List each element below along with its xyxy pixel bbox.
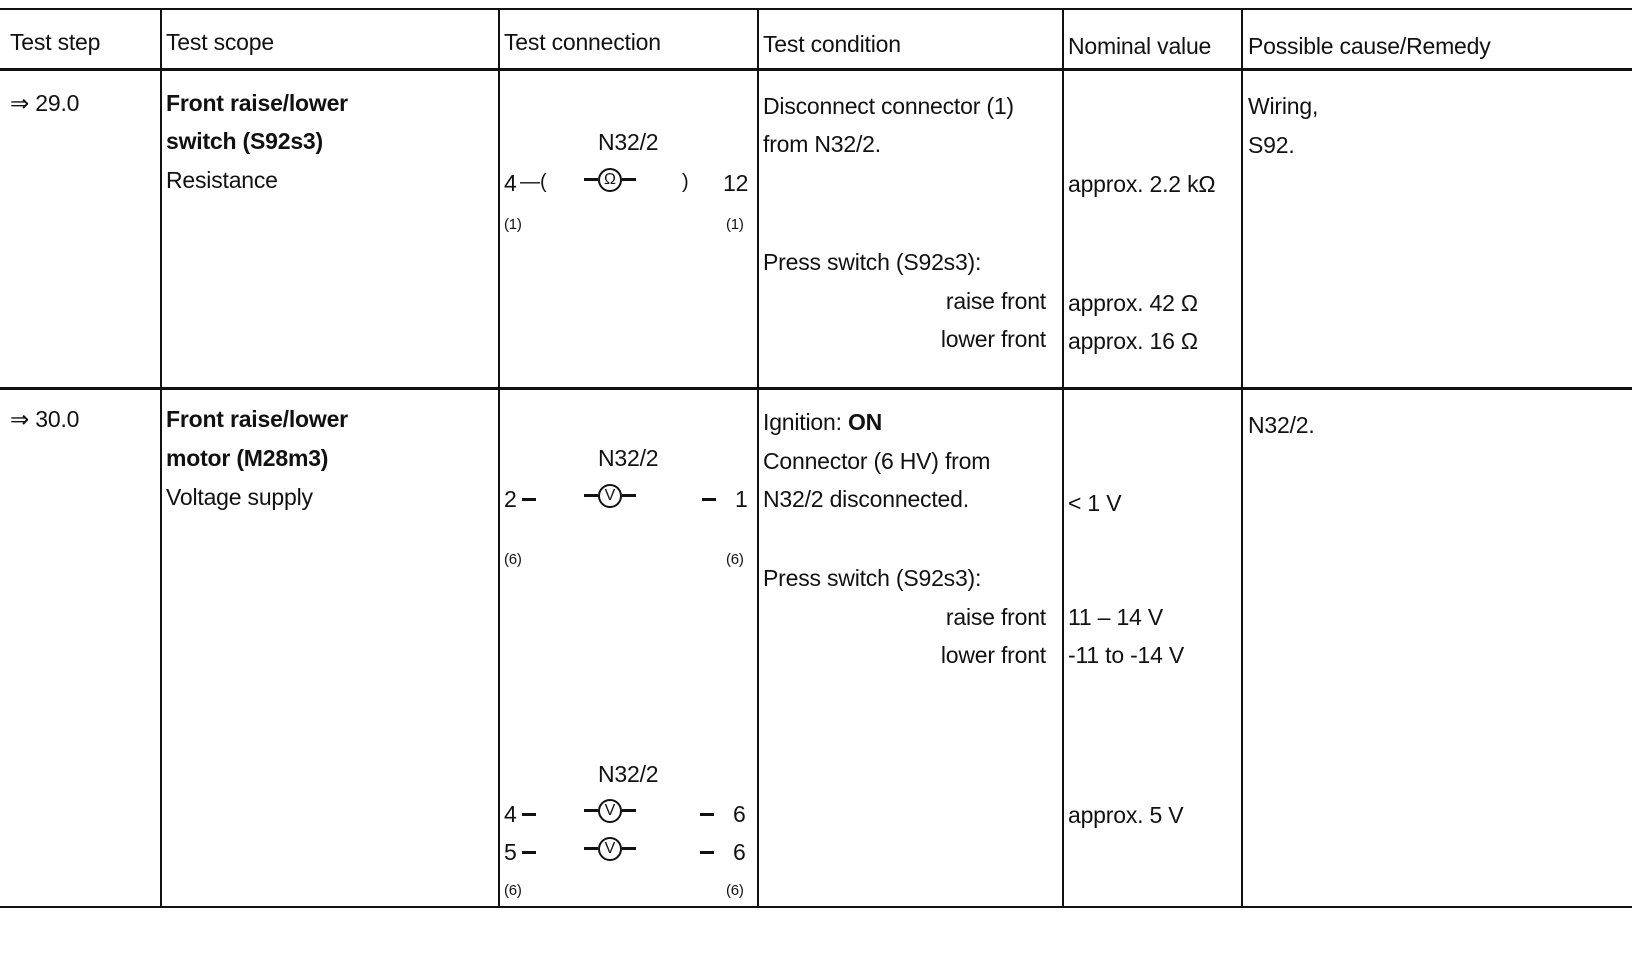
pin-lead-left <box>522 840 536 864</box>
test-condition-text: Connector (6 HV) from <box>763 448 991 474</box>
test-condition-text <box>763 407 882 437</box>
possible-cause: N32/2. <box>1248 412 1315 438</box>
pin-lead-right <box>700 802 714 826</box>
nominal-value: 11 – 14 V <box>1068 604 1163 630</box>
right-connector-id: (1) <box>726 216 744 233</box>
ignition-state: ON <box>847 409 883 435</box>
right-connector-id: (6) <box>726 882 744 899</box>
table-top-rule <box>0 8 1632 10</box>
left-pin: 4 <box>504 170 517 196</box>
nominal-value: approx. 2.2 kΩ <box>1068 171 1216 197</box>
unit-label: N32/2 <box>598 761 659 787</box>
test-scope-subtitle: Voltage supply <box>166 484 313 510</box>
right-pin: 6 <box>733 839 746 865</box>
nominal-value: < 1 V <box>1068 490 1122 516</box>
right-connector-id: (6) <box>726 551 744 568</box>
lead-dash <box>584 809 598 812</box>
right-pin: 1 <box>735 486 748 512</box>
ignition-label: Ignition: <box>763 409 842 435</box>
voltmeter-symbol <box>584 798 636 823</box>
lead-dash <box>584 494 598 497</box>
voltmeter-symbol <box>584 483 636 508</box>
test-step-number: ⇒ 30.0 <box>10 406 80 432</box>
pin-connector-right: ) <box>682 171 689 193</box>
pin-connector-left: —( <box>520 171 547 193</box>
header-test-scope: Test scope <box>166 29 274 55</box>
nominal-value: -11 to -14 V <box>1068 642 1185 668</box>
unit-label: N32/2 <box>598 129 659 155</box>
pin-lead-right <box>700 840 714 864</box>
header-nominal-value: Nominal value <box>1068 33 1212 59</box>
lead-dash <box>522 498 536 501</box>
test-scope-title: motor (M28m3) <box>166 445 329 471</box>
pin-lead-left <box>522 487 536 511</box>
left-pin: 4 <box>504 801 517 827</box>
ohmmeter-symbol <box>584 167 636 192</box>
nominal-value: approx. 16 Ω <box>1068 328 1198 354</box>
unit-label: N32/2 <box>598 445 659 471</box>
header-bottom-rule <box>0 68 1632 71</box>
left-pin: 2 <box>504 486 517 512</box>
test-condition-text: Press switch (S92s3): <box>763 249 982 275</box>
lead-dash <box>702 498 716 501</box>
nominal-value: approx. 5 V <box>1068 802 1184 828</box>
test-step-number: ⇒ 29.0 <box>10 90 80 116</box>
column-divider <box>160 8 162 908</box>
lead-dash <box>584 847 598 850</box>
lead-dash <box>700 813 714 816</box>
lead-dash <box>622 494 636 497</box>
test-condition-text: N32/2 disconnected. <box>763 486 969 512</box>
nominal-value: approx. 42 Ω <box>1068 290 1198 316</box>
lead-dash <box>584 178 598 181</box>
test-scope-subtitle: Resistance <box>166 167 278 193</box>
header-test-connection: Test connection <box>504 29 661 55</box>
lead-dash <box>622 847 636 850</box>
ohm-meter-icon: Ω <box>598 168 622 192</box>
row-divider-rule <box>0 387 1632 390</box>
test-condition-text: Disconnect connector (1) <box>763 93 1014 119</box>
test-condition-option: lower front <box>940 642 1046 668</box>
column-divider <box>498 8 500 908</box>
left-pin: 5 <box>504 839 517 865</box>
column-divider <box>757 8 759 908</box>
test-scope-title: Front raise/lower <box>166 406 348 432</box>
pin-lead-left <box>522 802 536 826</box>
volt-meter-icon: V <box>598 799 622 823</box>
test-scope-title: Front raise/lower <box>166 90 348 116</box>
left-connector-id: (6) <box>504 882 522 899</box>
test-condition-option: lower front <box>940 326 1046 352</box>
header-test-condition: Test condition <box>763 31 901 57</box>
volt-meter-icon: V <box>598 484 622 508</box>
voltmeter-symbol <box>584 836 636 861</box>
header-test-step: Test step <box>10 29 101 55</box>
volt-meter-icon: V <box>598 837 622 861</box>
test-condition-option: raise front <box>945 288 1046 314</box>
test-condition-text: Press switch (S92s3): <box>763 565 982 591</box>
right-pin: 12 <box>723 170 749 196</box>
lead-dash <box>622 809 636 812</box>
left-connector-id: (6) <box>504 551 522 568</box>
lead-dash <box>622 178 636 181</box>
possible-cause: Wiring, <box>1248 93 1319 119</box>
lead-dash <box>700 851 714 854</box>
header-possible-cause: Possible cause/Remedy <box>1248 33 1491 59</box>
test-scope-title: switch (S92s3) <box>166 128 323 154</box>
possible-cause: S92. <box>1248 132 1295 158</box>
column-divider <box>1241 8 1243 908</box>
left-connector-id: (1) <box>504 216 522 233</box>
right-pin: 6 <box>733 801 746 827</box>
lead-dash <box>522 813 536 816</box>
lead-dash <box>522 851 536 854</box>
test-condition-text: from N32/2. <box>763 131 881 157</box>
table-bottom-rule <box>0 906 1632 908</box>
pin-lead-right <box>702 487 716 511</box>
column-divider <box>1062 8 1064 908</box>
test-condition-option: raise front <box>945 604 1046 630</box>
